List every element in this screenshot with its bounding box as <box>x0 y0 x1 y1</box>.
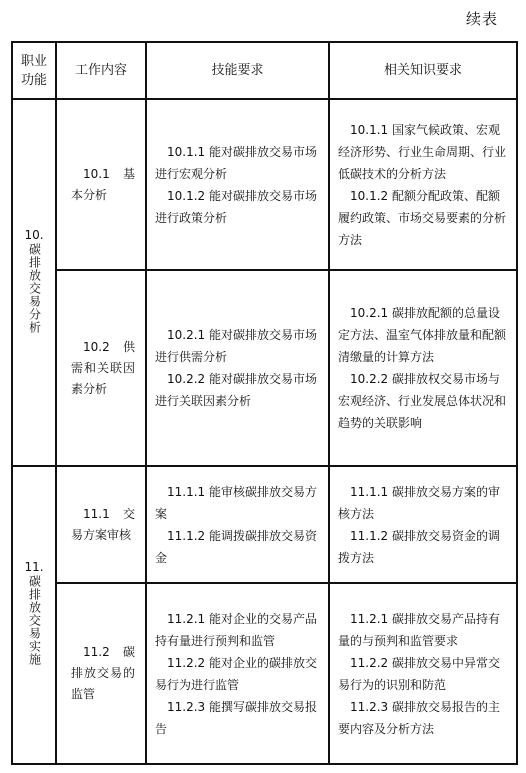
knowledge-cell <box>329 583 517 764</box>
header-row <box>12 42 517 99</box>
knowledge-item: 11.2.3 碳排放交易报告的主要内容及分析方法 <box>338 699 500 736</box>
work-content-cell <box>56 466 146 583</box>
skill-item: 11.1.2 能调拨碳排放交易资金 <box>155 528 317 565</box>
work-content: 11.1 交易方案审核 <box>71 506 135 542</box>
skill-item: 11.1.1 能审核碳排放交易方案 <box>155 484 317 521</box>
skills-cell <box>146 583 329 764</box>
knowledge-cell <box>329 99 517 270</box>
knowledge-item: 10.2.2 碳排放权交易市场与宏观经济、行业发展总体状况和趋势的关联影响 <box>338 372 507 430</box>
table-row <box>12 99 517 270</box>
work-content: 10.1 基本分析 <box>71 166 135 202</box>
skill-item: 11.2.1 能对企业的交易产品持有量进行预判和监管 <box>155 611 317 648</box>
skill-item: 11.2.3 能撰写碳排放交易报告 <box>155 699 317 736</box>
function-cell-10 <box>12 99 56 466</box>
header-knowledge: 相关知识要求 <box>329 42 517 99</box>
function-cell-11 <box>12 466 56 764</box>
work-content: 11.2 碳排放交易的监管 <box>71 645 135 701</box>
work-content: 10.2 供需和关联因素分析 <box>71 339 135 396</box>
skills-cell <box>146 466 329 583</box>
header-function <box>12 42 56 99</box>
skill-item: 10.2.1 能对碳排放交易市场进行供需分析 <box>155 328 317 364</box>
knowledge-item: 11.2.2 碳排放交易中异常交易行为的识别和防范 <box>338 655 500 692</box>
table-row <box>12 466 517 583</box>
header-skills: 技能要求 <box>146 42 329 99</box>
function-number: 11. <box>24 560 44 574</box>
knowledge-item: 10.1.2 配额分配政策、配额履约政策、市场交易要素的分析方法 <box>338 188 507 247</box>
knowledge-item: 11.2.1 碳排放交易产品持有量的与预判和监管要求 <box>338 611 500 648</box>
function-name: 碳排放交易实施 <box>27 575 42 666</box>
table-row <box>12 583 517 764</box>
skills-cell <box>146 99 329 270</box>
header-function-label: 职业功能 <box>20 53 47 88</box>
knowledge-item: 11.1.2 碳排放交易资金的调拨方法 <box>338 528 500 565</box>
header-content: 工作内容 <box>56 42 146 99</box>
skill-item: 10.1.2 能对碳排放交易市场进行政策分析 <box>155 188 317 225</box>
occupational-standard-table <box>11 41 518 765</box>
knowledge-item: 10.2.1 碳排放配额的总量设定方法、温室气体排放量和配额清缴量的计算方法 <box>338 306 507 364</box>
function-number: 10. <box>24 227 44 242</box>
table-row <box>12 270 517 466</box>
work-content-cell <box>56 270 146 466</box>
knowledge-item: 10.1.1 国家气候政策、宏观经济形势、行业生命周期、行业低碳技术的分析方法 <box>338 122 507 181</box>
table-caption: 续表 <box>465 10 498 28</box>
skill-item: 10.2.2 能对碳排放交易市场进行关联因素分析 <box>155 372 317 408</box>
knowledge-cell <box>329 466 517 583</box>
knowledge-item: 11.1.1 碳排放交易方案的审核方法 <box>338 484 500 521</box>
work-content-cell <box>56 99 146 270</box>
skills-cell <box>146 270 329 466</box>
knowledge-cell <box>329 270 517 466</box>
function-name: 碳排放交易分析 <box>27 242 42 334</box>
work-content-cell <box>56 583 146 764</box>
skill-item: 11.2.2 能对企业的碳排放交易行为进行监管 <box>155 655 317 692</box>
skill-item: 10.1.1 能对碳排放交易市场进行宏观分析 <box>155 144 317 181</box>
